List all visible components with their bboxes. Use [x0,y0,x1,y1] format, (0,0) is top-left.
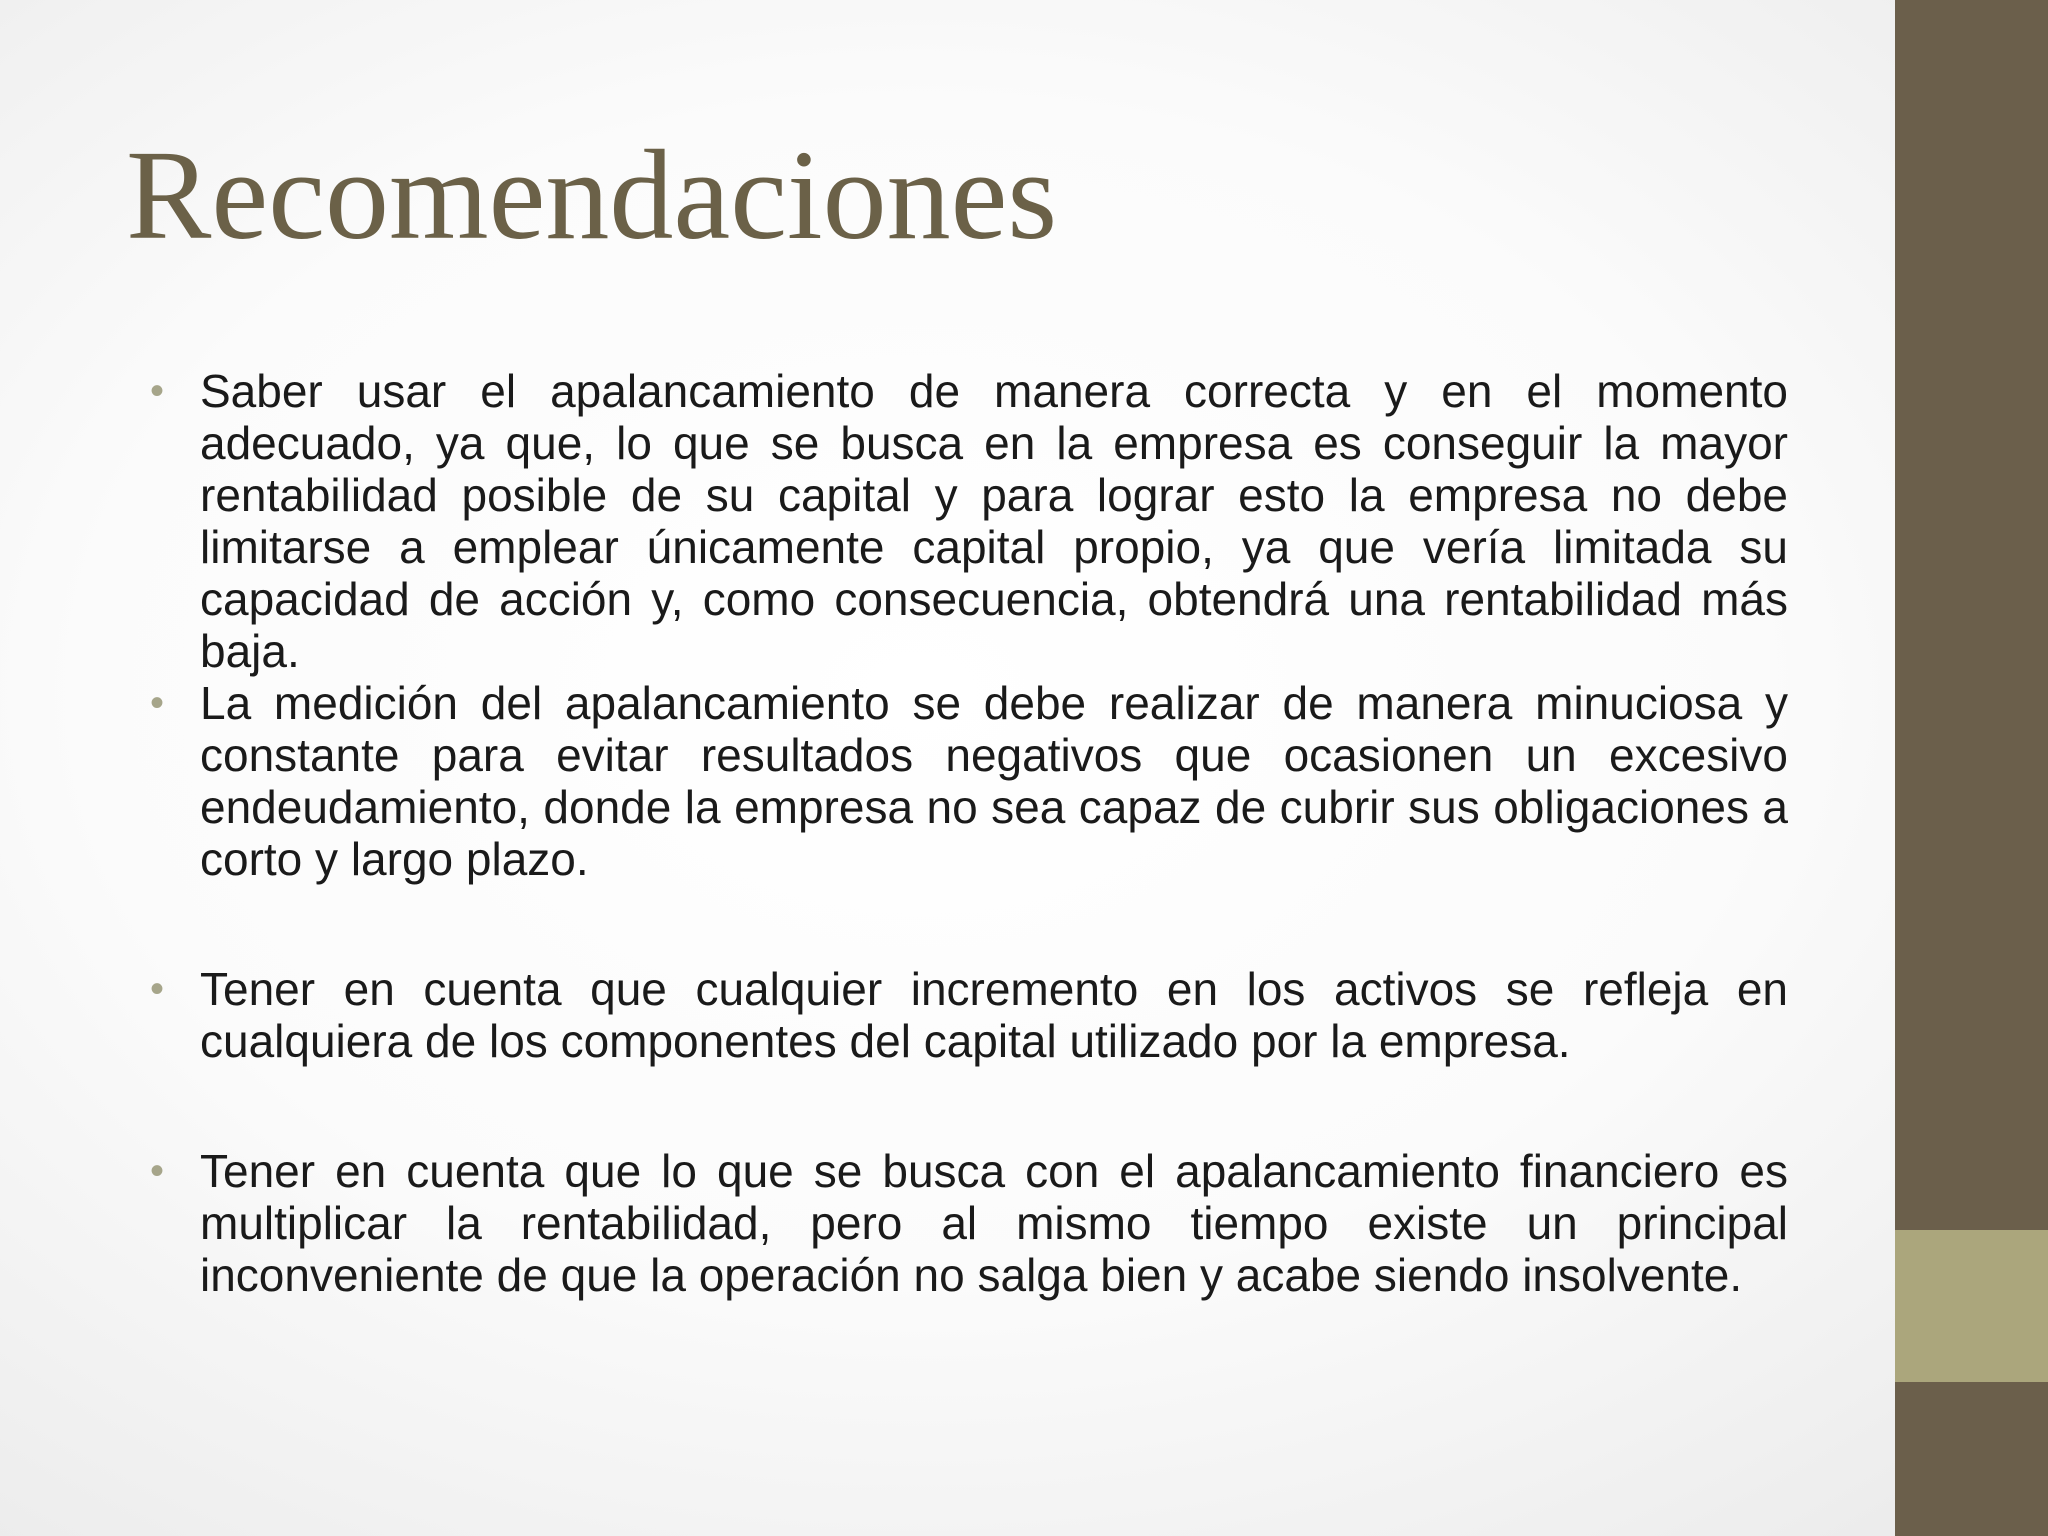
bullet-text: Tener en cuenta que lo que se busca con el apalancamiento financiero es multiplicar la rentabilidad, pero al mismo tiempo existe un principal inconveniente de que la operación no salga bien y acabe siendo insolvente. [200,1145,1788,1301]
bullet-text: Saber usar el apalancamiento de manera correcta y en el momento adecuado, ya que, lo que se busca en la empresa es conseguir la mayor rentabilidad posible de su capital y para lograr esto la empresa no debe limitarse a emplear únicamente capital propio, ya que vería limitada su capacidad de acción y, como consecuencia, obtendrá una rentabilidad más baja. [200,365,1788,677]
decorative-side-bar-accent [1895,1230,2048,1382]
bullet-list [150,365,1788,1301]
slide-title: Recomendaciones [126,124,1058,266]
bullet-item [150,365,1788,677]
bullet-item [150,1145,1788,1301]
bullet-dot-icon: • [150,967,165,1011]
bullet-text: La medición del apalancamiento se debe realizar de manera minuciosa y constante para evitar resultados negativos que ocasionen un excesivo endeudamiento, donde la empresa no sea capaz de cubrir sus obligaciones a corto y largo plazo. [200,677,1788,885]
bullet-item [150,677,1788,885]
bullet-dot-icon: • [150,1149,165,1193]
bullet-dot-icon: • [150,369,165,413]
bullet-item [150,963,1788,1067]
bullet-text: Tener en cuenta que cualquier incremento en los activos se refleja en cualquiera de los componentes del capital utilizado por la empresa. [200,963,1788,1067]
bullet-dot-icon: • [150,681,165,725]
